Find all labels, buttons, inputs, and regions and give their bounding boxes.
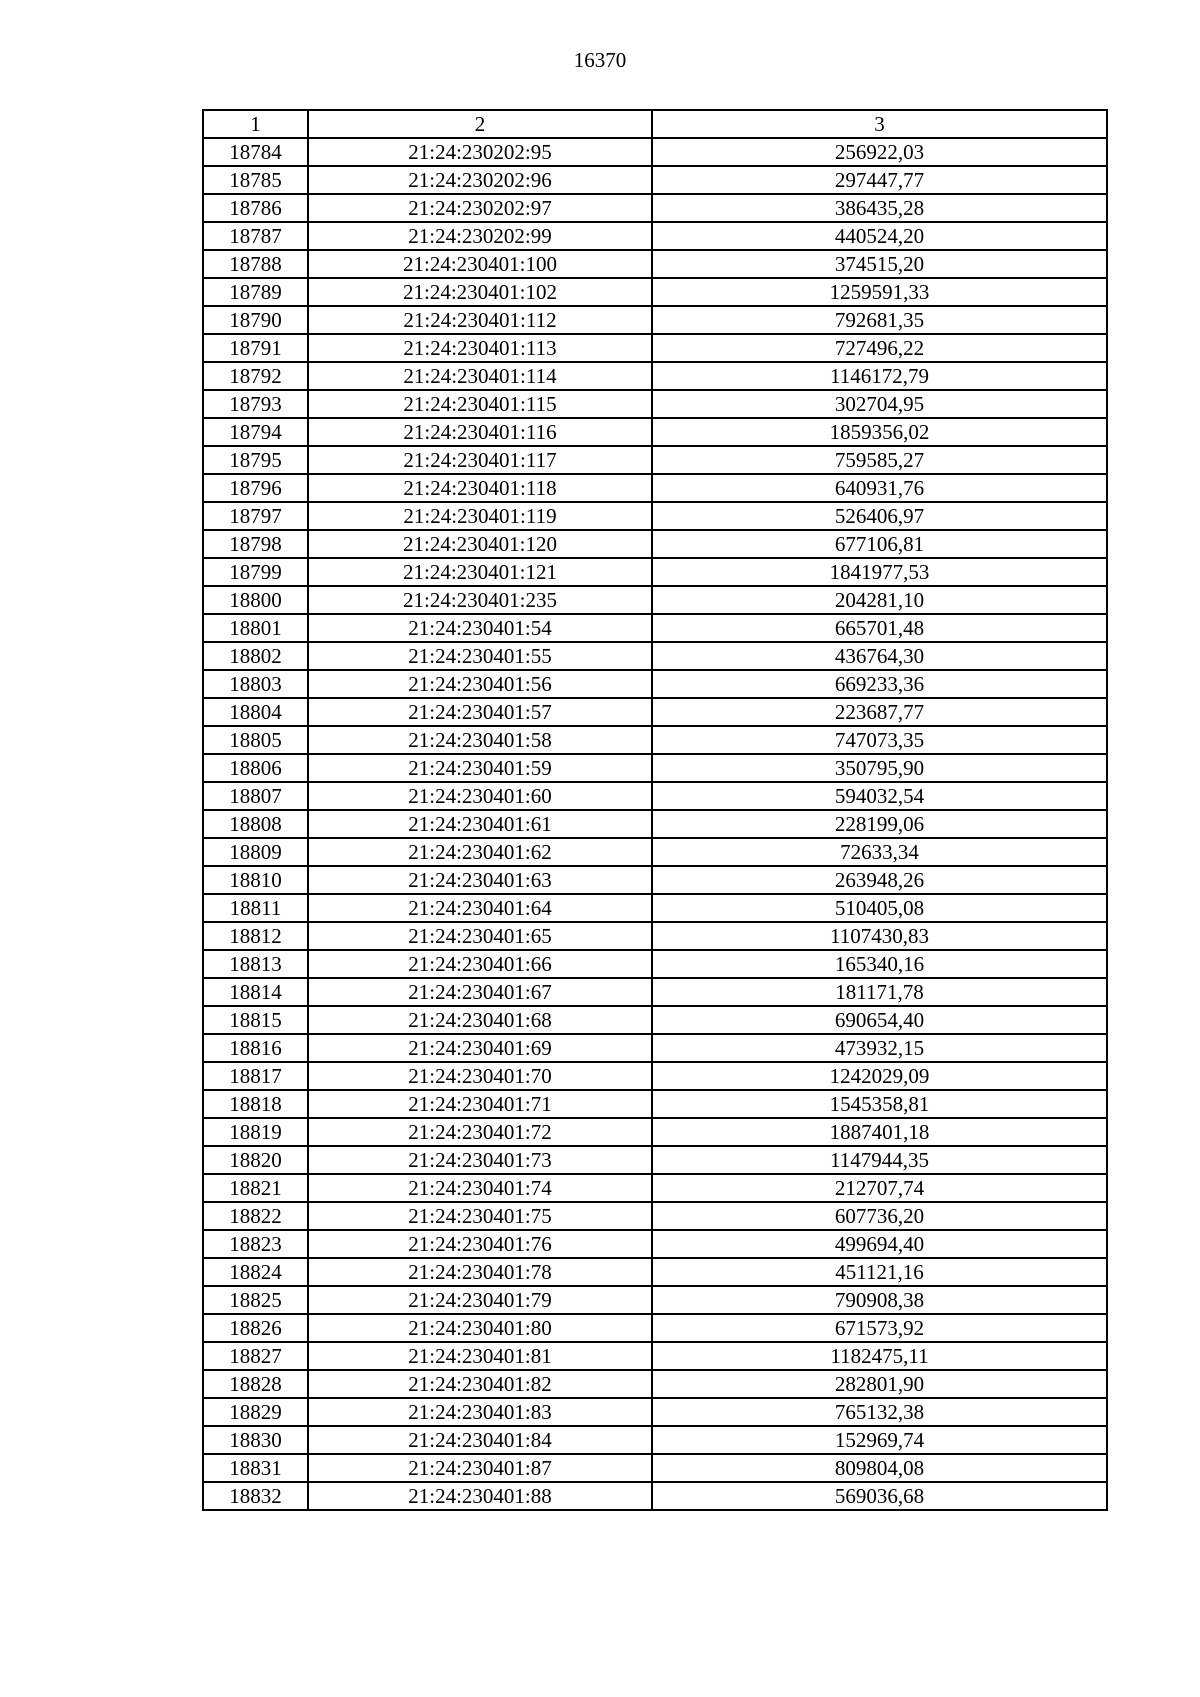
table-row xyxy=(203,474,1107,502)
cell-cadastral-number: 21:24:230401:235 xyxy=(308,586,652,614)
cell-row-number: 18799 xyxy=(203,558,308,586)
cell-row-number: 18827 xyxy=(203,1342,308,1370)
cell-row-number: 18821 xyxy=(203,1174,308,1202)
cell-cadastral-number: 21:24:230401:121 xyxy=(308,558,652,586)
cell-cadastral-number: 21:24:230401:87 xyxy=(308,1454,652,1482)
cell-cadastral-number: 21:24:230401:65 xyxy=(308,922,652,950)
cell-row-number: 18802 xyxy=(203,642,308,670)
table-row xyxy=(203,922,1107,950)
table-row xyxy=(203,1146,1107,1174)
table-row xyxy=(203,1034,1107,1062)
cell-row-number: 18806 xyxy=(203,754,308,782)
cell-cadastral-number: 21:24:230202:95 xyxy=(308,138,652,166)
cell-cadastral-number: 21:24:230401:68 xyxy=(308,1006,652,1034)
cell-cadastral-number: 21:24:230401:64 xyxy=(308,894,652,922)
cell-cadastral-number: 21:24:230401:80 xyxy=(308,1314,652,1342)
cell-row-number: 18829 xyxy=(203,1398,308,1426)
cell-value: 747073,35 xyxy=(652,726,1107,754)
cell-row-number: 18797 xyxy=(203,502,308,530)
cell-row-number: 18784 xyxy=(203,138,308,166)
table-row xyxy=(203,1482,1107,1510)
cell-cadastral-number: 21:24:230401:75 xyxy=(308,1202,652,1230)
cell-cadastral-number: 21:24:230401:112 xyxy=(308,306,652,334)
cell-value: 473932,15 xyxy=(652,1034,1107,1062)
table-row xyxy=(203,1230,1107,1258)
cell-value: 790908,38 xyxy=(652,1286,1107,1314)
cell-value: 1887401,18 xyxy=(652,1118,1107,1146)
table-row xyxy=(203,978,1107,1006)
table-row xyxy=(203,1090,1107,1118)
cell-value: 282801,90 xyxy=(652,1370,1107,1398)
cell-row-number: 18832 xyxy=(203,1482,308,1510)
cell-value: 165340,16 xyxy=(652,950,1107,978)
table-row xyxy=(203,1342,1107,1370)
table-row xyxy=(203,1370,1107,1398)
cell-row-number: 18793 xyxy=(203,390,308,418)
cell-value: 1107430,83 xyxy=(652,922,1107,950)
table-row xyxy=(203,1118,1107,1146)
cell-value: 526406,97 xyxy=(652,502,1107,530)
cell-cadastral-number: 21:24:230202:97 xyxy=(308,194,652,222)
table-row xyxy=(203,1258,1107,1286)
cell-cadastral-number: 21:24:230401:62 xyxy=(308,838,652,866)
cell-cadastral-number: 21:24:230401:115 xyxy=(308,390,652,418)
table-row xyxy=(203,250,1107,278)
cell-value: 792681,35 xyxy=(652,306,1107,334)
cell-cadastral-number: 21:24:230401:113 xyxy=(308,334,652,362)
table-row xyxy=(203,1314,1107,1342)
cell-value: 765132,38 xyxy=(652,1398,1107,1426)
cell-cadastral-number: 21:24:230401:54 xyxy=(308,614,652,642)
cell-cadastral-number: 21:24:230401:81 xyxy=(308,1342,652,1370)
cell-cadastral-number: 21:24:230401:78 xyxy=(308,1258,652,1286)
cell-row-number: 18822 xyxy=(203,1202,308,1230)
table-row xyxy=(203,838,1107,866)
cell-value: 223687,77 xyxy=(652,698,1107,726)
cell-value: 499694,40 xyxy=(652,1230,1107,1258)
table-row xyxy=(203,1454,1107,1482)
cell-cadastral-number: 21:24:230401:59 xyxy=(308,754,652,782)
cell-row-number: 18808 xyxy=(203,810,308,838)
cell-value: 1242029,09 xyxy=(652,1062,1107,1090)
cell-row-number: 18811 xyxy=(203,894,308,922)
cell-value: 665701,48 xyxy=(652,614,1107,642)
cell-cadastral-number: 21:24:230401:55 xyxy=(308,642,652,670)
cell-cadastral-number: 21:24:230401:63 xyxy=(308,866,652,894)
cell-value: 510405,08 xyxy=(652,894,1107,922)
cell-value: 204281,10 xyxy=(652,586,1107,614)
table-row xyxy=(203,194,1107,222)
cell-value: 72633,34 xyxy=(652,838,1107,866)
table-row xyxy=(203,1174,1107,1202)
data-table xyxy=(202,109,1108,1511)
cell-cadastral-number: 21:24:230401:66 xyxy=(308,950,652,978)
table-row xyxy=(203,586,1107,614)
cell-row-number: 18818 xyxy=(203,1090,308,1118)
table-row xyxy=(203,670,1107,698)
table-row xyxy=(203,642,1107,670)
cell-value: 1147944,35 xyxy=(652,1146,1107,1174)
cell-value: 1259591,33 xyxy=(652,278,1107,306)
cell-value: 759585,27 xyxy=(652,446,1107,474)
cell-cadastral-number: 21:24:230401:74 xyxy=(308,1174,652,1202)
table-row xyxy=(203,278,1107,306)
page-number: 16370 xyxy=(573,48,627,72)
table-row xyxy=(203,362,1107,390)
cell-cadastral-number: 21:24:230401:70 xyxy=(308,1062,652,1090)
cell-row-number: 18815 xyxy=(203,1006,308,1034)
cell-value: 374515,20 xyxy=(652,250,1107,278)
cell-value: 181171,78 xyxy=(652,978,1107,1006)
cell-cadastral-number: 21:24:230401:88 xyxy=(308,1482,652,1510)
cell-cadastral-number: 21:24:230401:56 xyxy=(308,670,652,698)
column-header-2: 2 xyxy=(308,110,652,138)
cell-row-number: 18824 xyxy=(203,1258,308,1286)
cell-cadastral-number: 21:24:230401:57 xyxy=(308,698,652,726)
cell-value: 671573,92 xyxy=(652,1314,1107,1342)
table-row xyxy=(203,502,1107,530)
cell-value: 297447,77 xyxy=(652,166,1107,194)
table-row xyxy=(203,558,1107,586)
cell-value: 386435,28 xyxy=(652,194,1107,222)
cell-cadastral-number: 21:24:230401:60 xyxy=(308,782,652,810)
cell-row-number: 18796 xyxy=(203,474,308,502)
cell-row-number: 18816 xyxy=(203,1034,308,1062)
cell-value: 350795,90 xyxy=(652,754,1107,782)
table-row xyxy=(203,1398,1107,1426)
cell-cadastral-number: 21:24:230401:71 xyxy=(308,1090,652,1118)
cell-value: 669233,36 xyxy=(652,670,1107,698)
cell-value: 607736,20 xyxy=(652,1202,1107,1230)
cell-value: 690654,40 xyxy=(652,1006,1107,1034)
cell-cadastral-number: 21:24:230401:114 xyxy=(308,362,652,390)
cell-row-number: 18813 xyxy=(203,950,308,978)
cell-cadastral-number: 21:24:230202:99 xyxy=(308,222,652,250)
cell-row-number: 18787 xyxy=(203,222,308,250)
table-row xyxy=(203,726,1107,754)
header-row xyxy=(203,110,1107,138)
cell-cadastral-number: 21:24:230401:117 xyxy=(308,446,652,474)
cell-row-number: 18820 xyxy=(203,1146,308,1174)
cell-row-number: 18823 xyxy=(203,1230,308,1258)
cell-value: 256922,03 xyxy=(652,138,1107,166)
table-row xyxy=(203,1426,1107,1454)
cell-cadastral-number: 21:24:230202:96 xyxy=(308,166,652,194)
table-body xyxy=(203,138,1107,1510)
cell-row-number: 18830 xyxy=(203,1426,308,1454)
cell-value: 263948,26 xyxy=(652,866,1107,894)
cell-value: 677106,81 xyxy=(652,530,1107,558)
cell-row-number: 18814 xyxy=(203,978,308,1006)
cell-value: 594032,54 xyxy=(652,782,1107,810)
cell-value: 809804,08 xyxy=(652,1454,1107,1482)
cell-value: 212707,74 xyxy=(652,1174,1107,1202)
cell-value: 569036,68 xyxy=(652,1482,1107,1510)
cell-row-number: 18804 xyxy=(203,698,308,726)
cell-row-number: 18817 xyxy=(203,1062,308,1090)
cell-cadastral-number: 21:24:230401:83 xyxy=(308,1398,652,1426)
cell-row-number: 18825 xyxy=(203,1286,308,1314)
cell-value: 440524,20 xyxy=(652,222,1107,250)
table-header xyxy=(203,110,1107,138)
cell-cadastral-number: 21:24:230401:72 xyxy=(308,1118,652,1146)
cell-row-number: 18800 xyxy=(203,586,308,614)
cell-row-number: 18785 xyxy=(203,166,308,194)
cell-row-number: 18807 xyxy=(203,782,308,810)
table-row xyxy=(203,446,1107,474)
table-row xyxy=(203,334,1107,362)
cell-value: 228199,06 xyxy=(652,810,1107,838)
cell-row-number: 18803 xyxy=(203,670,308,698)
cell-row-number: 18831 xyxy=(203,1454,308,1482)
cell-cadastral-number: 21:24:230401:120 xyxy=(308,530,652,558)
cell-value: 436764,30 xyxy=(652,642,1107,670)
cell-cadastral-number: 21:24:230401:58 xyxy=(308,726,652,754)
cell-value: 1545358,81 xyxy=(652,1090,1107,1118)
cell-row-number: 18810 xyxy=(203,866,308,894)
cell-cadastral-number: 21:24:230401:116 xyxy=(308,418,652,446)
cell-row-number: 18809 xyxy=(203,838,308,866)
table-row xyxy=(203,166,1107,194)
table-row xyxy=(203,418,1107,446)
table-row xyxy=(203,782,1107,810)
cell-row-number: 18828 xyxy=(203,1370,308,1398)
column-header-1: 1 xyxy=(203,110,308,138)
table-row xyxy=(203,1062,1107,1090)
cell-value: 640931,76 xyxy=(652,474,1107,502)
cell-cadastral-number: 21:24:230401:76 xyxy=(308,1230,652,1258)
table-row xyxy=(203,894,1107,922)
cell-cadastral-number: 21:24:230401:118 xyxy=(308,474,652,502)
cell-value: 1859356,02 xyxy=(652,418,1107,446)
cell-row-number: 18795 xyxy=(203,446,308,474)
cell-cadastral-number: 21:24:230401:82 xyxy=(308,1370,652,1398)
cell-cadastral-number: 21:24:230401:67 xyxy=(308,978,652,1006)
table-row xyxy=(203,222,1107,250)
cell-value: 451121,16 xyxy=(652,1258,1107,1286)
cell-cadastral-number: 21:24:230401:102 xyxy=(308,278,652,306)
cell-row-number: 18792 xyxy=(203,362,308,390)
table-row xyxy=(203,1006,1107,1034)
cell-cadastral-number: 21:24:230401:119 xyxy=(308,502,652,530)
table-row xyxy=(203,866,1107,894)
cell-row-number: 18801 xyxy=(203,614,308,642)
cell-value: 1841977,53 xyxy=(652,558,1107,586)
cell-cadastral-number: 21:24:230401:79 xyxy=(308,1286,652,1314)
column-header-3: 3 xyxy=(652,110,1107,138)
table-row xyxy=(203,306,1107,334)
cell-cadastral-number: 21:24:230401:84 xyxy=(308,1426,652,1454)
table-row xyxy=(203,1286,1107,1314)
cell-row-number: 18791 xyxy=(203,334,308,362)
table-row xyxy=(203,810,1107,838)
cell-cadastral-number: 21:24:230401:61 xyxy=(308,810,652,838)
cell-row-number: 18812 xyxy=(203,922,308,950)
table-row xyxy=(203,390,1107,418)
table-row xyxy=(203,614,1107,642)
table-row xyxy=(203,698,1107,726)
cell-row-number: 18819 xyxy=(203,1118,308,1146)
cell-cadastral-number: 21:24:230401:69 xyxy=(308,1034,652,1062)
cell-value: 1146172,79 xyxy=(652,362,1107,390)
table-row xyxy=(203,754,1107,782)
cell-cadastral-number: 21:24:230401:73 xyxy=(308,1146,652,1174)
cell-value: 302704,95 xyxy=(652,390,1107,418)
cell-row-number: 18794 xyxy=(203,418,308,446)
table-row xyxy=(203,138,1107,166)
cell-row-number: 18805 xyxy=(203,726,308,754)
cell-cadastral-number: 21:24:230401:100 xyxy=(308,250,652,278)
table-row xyxy=(203,1202,1107,1230)
cell-value: 1182475,11 xyxy=(652,1342,1107,1370)
cell-value: 727496,22 xyxy=(652,334,1107,362)
cell-row-number: 18790 xyxy=(203,306,308,334)
table-row xyxy=(203,530,1107,558)
cell-row-number: 18788 xyxy=(203,250,308,278)
cell-row-number: 18789 xyxy=(203,278,308,306)
cell-row-number: 18798 xyxy=(203,530,308,558)
cell-value: 152969,74 xyxy=(652,1426,1107,1454)
table-row xyxy=(203,950,1107,978)
cell-row-number: 18826 xyxy=(203,1314,308,1342)
cell-row-number: 18786 xyxy=(203,194,308,222)
